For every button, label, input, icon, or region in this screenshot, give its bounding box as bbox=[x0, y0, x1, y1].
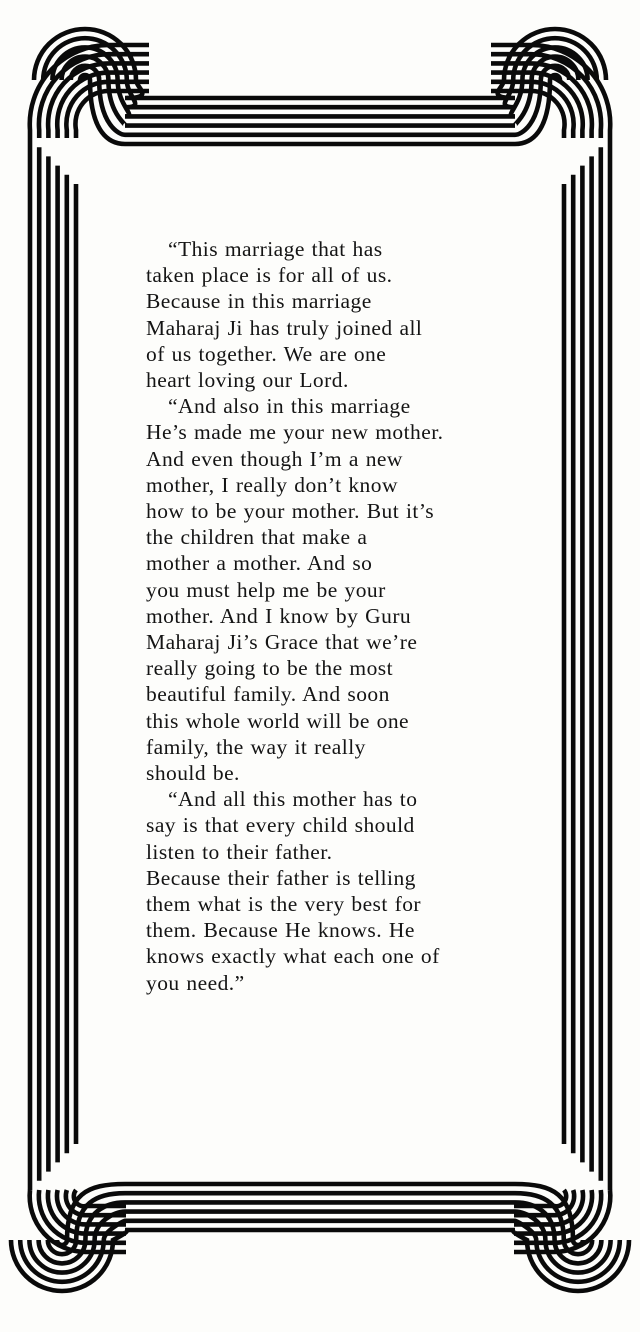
text-line: you must help me be your bbox=[146, 577, 386, 602]
text-line: mother a mother. And so bbox=[146, 551, 373, 576]
paragraph-1 bbox=[146, 236, 486, 393]
text-line: “And all this mother has to bbox=[168, 787, 418, 812]
text-line: taken place is for all of us. bbox=[146, 263, 393, 288]
text-line: this whole world will be one bbox=[146, 708, 410, 733]
text-line: Maharaj Ji has truly joined all bbox=[146, 315, 423, 340]
text-line: you need.” bbox=[146, 970, 245, 995]
text-line: Maharaj Ji’s Grace that we’re bbox=[146, 630, 418, 655]
text-line: them what is the very best for bbox=[146, 892, 422, 917]
text-line: Because in this marriage bbox=[146, 289, 372, 314]
text-line: the children that make a bbox=[146, 525, 368, 550]
text-line: mother. And I know by Guru bbox=[146, 603, 412, 628]
text-line: “This marriage that has bbox=[168, 237, 383, 261]
text-line: listen to their father. bbox=[146, 839, 333, 864]
text-line: “And also in this marriage bbox=[168, 394, 411, 419]
text-line: them. Because He knows. He bbox=[146, 918, 415, 943]
text-line: family, the way it really bbox=[146, 734, 366, 759]
text-line: how to be your mother. But it’s bbox=[146, 499, 435, 524]
text-line: Because their father is telling bbox=[146, 865, 416, 890]
paragraph-2 bbox=[146, 393, 486, 786]
text-line: should be. bbox=[146, 761, 240, 786]
text-line: really going to be the most bbox=[146, 656, 394, 681]
text-line: And even though I’m a new bbox=[146, 446, 403, 471]
text-line: heart loving our Lord. bbox=[146, 368, 349, 393]
text-line: knows exactly what each one of bbox=[146, 944, 440, 969]
text-line: say is that every child should bbox=[146, 813, 415, 838]
text-line: beautiful family. And soon bbox=[146, 682, 390, 707]
text-line: mother, I really don’t know bbox=[146, 472, 398, 497]
text-line: of us together. We are one bbox=[146, 341, 387, 366]
text-line: He’s made me your new mother. bbox=[146, 420, 444, 445]
quote-text-block bbox=[146, 236, 486, 996]
paragraph-3 bbox=[146, 786, 486, 996]
